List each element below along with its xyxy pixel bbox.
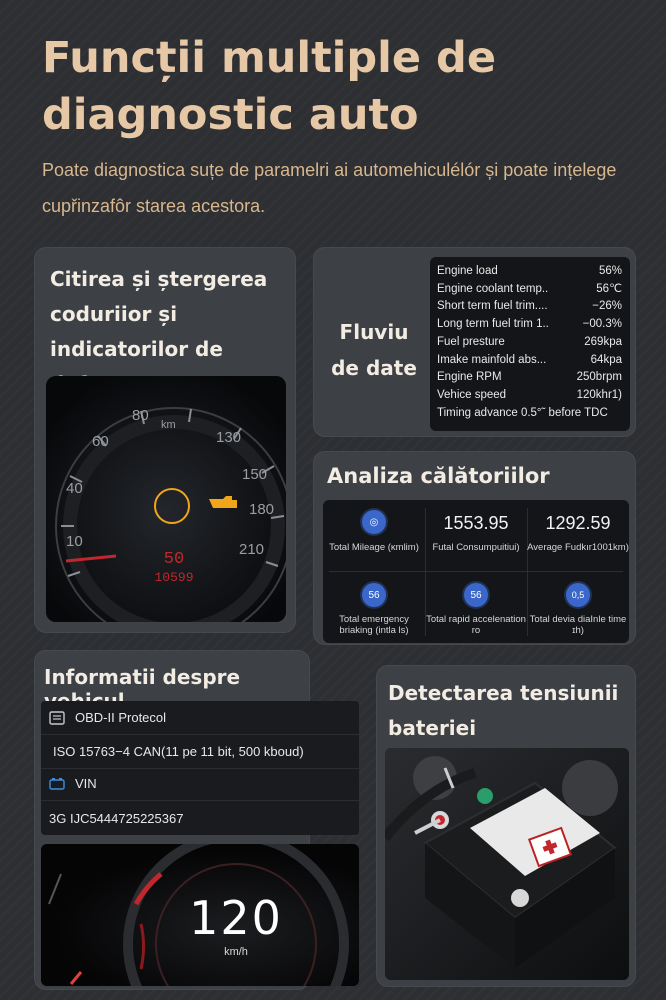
stat-label: Average Fudkır1001km)	[527, 542, 629, 553]
stream-row	[437, 405, 622, 423]
odometer: 10599	[154, 570, 194, 585]
stream-row	[437, 369, 622, 387]
gauge-tick-label: 130	[216, 429, 242, 446]
car-battery-icon	[49, 778, 67, 790]
dashboard-gauge-image	[46, 376, 286, 622]
document-icon	[49, 711, 67, 725]
gauge-tick-label: 210	[239, 541, 265, 558]
stream-label: Short term fuel trim....	[437, 300, 548, 313]
stream-label: Long term fuel trim 1..	[437, 318, 549, 331]
stat-average-fuel	[527, 508, 629, 578]
stream-label: Timing advance 0.5°˜ before TDC	[437, 406, 608, 419]
count-badge-icon: 0,5	[566, 583, 590, 607]
battery-voltage-title: Detectarea tensiunii bateriei	[388, 681, 619, 740]
trip-analysis-card	[313, 451, 636, 645]
page-subtitle: Poate diagnostica suțe de paramelri ai automehiculélór și poate ințelege cupřinzafôr starea acestora.	[42, 160, 617, 216]
trip-analysis-title: Analiza călătoriilor	[327, 464, 550, 488]
vin-label-row	[41, 767, 359, 801]
speed-unit: km/h	[224, 946, 248, 958]
stream-row	[437, 316, 622, 334]
dtc-card-title: Citirea și ștergerea coduriior și indicatorilor de	[50, 267, 268, 361]
stream-value: 250brpm	[576, 371, 622, 384]
stream-row	[437, 387, 622, 405]
stat-label: Futal Consumpuitiui)	[432, 542, 520, 553]
stream-row	[437, 263, 622, 281]
stat-fuel-consumption	[425, 508, 527, 578]
count-badge-icon: 56	[464, 583, 488, 607]
gauge-tick-label: 40	[66, 480, 83, 497]
speed-readout: 120	[189, 891, 283, 945]
stat-label: Total emergency briaking (intla ls)	[339, 614, 409, 636]
stream-label: Engine load	[437, 265, 498, 277]
data-stream-title: Fluviu de date	[331, 320, 417, 380]
protocol-value: ISO 15763−4 CAN(11 pe 11 bit, 500 kboud)	[53, 744, 304, 759]
stream-value: 56%	[598, 265, 622, 277]
protocol-label-row	[41, 701, 359, 735]
trip-stats-grid	[323, 500, 629, 643]
stat-idle-time	[527, 580, 629, 645]
digital-speed: 50	[163, 550, 185, 569]
car-battery-image	[385, 748, 629, 980]
stat-total-mileage	[323, 508, 425, 578]
page-title: Funcții multiple de diagnostic auto	[42, 33, 496, 140]
battery-voltage-card	[376, 665, 636, 987]
gauge-tick-label: 10	[66, 533, 83, 550]
stream-row	[437, 334, 622, 352]
stream-value: 269kpa	[584, 335, 622, 348]
stat-value: 1553.95	[443, 513, 509, 533]
stream-value: 56℃	[596, 282, 622, 295]
stream-label: Engine RPM	[437, 371, 502, 384]
gauge-tick-label: 180	[249, 501, 275, 518]
stream-row	[437, 281, 622, 299]
protocol-value-row	[41, 735, 359, 769]
data-stream-list	[430, 257, 630, 431]
stat-rapid-acceleration	[425, 580, 527, 645]
stat-emergency-braking	[323, 580, 425, 645]
stream-row	[437, 352, 622, 370]
stat-label: Total rapid accelenation ro	[426, 614, 526, 636]
vehicle-info-title: Informatii despre	[44, 665, 241, 689]
stream-value: 64kpa	[590, 353, 622, 366]
gauge-unit-label: km	[161, 419, 176, 431]
stream-value: −26%	[592, 300, 622, 313]
protocol-label: OBD-II Protecol	[75, 710, 167, 725]
stream-label: Engine coolant temp..	[437, 282, 549, 295]
dtc-card	[34, 247, 296, 633]
stream-label: Vehice speed	[437, 388, 507, 401]
gauge-icon: ◎	[362, 510, 386, 534]
count-badge-icon: 56	[362, 583, 386, 607]
stream-label: Imake mainfold abs...	[437, 353, 547, 366]
stream-value: 120khr1)	[576, 388, 622, 401]
gauge-tick-label: 80	[132, 407, 149, 424]
vin-label: VIN	[75, 776, 97, 791]
gauge-tick-label: 60	[92, 433, 109, 450]
stream-label: Fuel presture	[437, 335, 505, 348]
stat-label: Total devia diaInle time ɪh)	[529, 614, 627, 636]
stat-label: Total Mileage (ĸmlim)	[329, 542, 419, 553]
vin-value-row	[41, 801, 359, 835]
stream-value: −00.3%	[582, 318, 622, 331]
vehicle-info-list	[41, 701, 359, 835]
vehicle-info-card	[34, 650, 310, 990]
data-stream-card	[313, 247, 636, 437]
digital-speedometer-image	[41, 844, 359, 986]
stat-value: 1292.59	[545, 513, 611, 533]
gauge-tick-label: 150	[242, 466, 268, 483]
vin-value: 3G IJC5444725225367	[49, 810, 184, 826]
stream-row	[437, 298, 622, 316]
